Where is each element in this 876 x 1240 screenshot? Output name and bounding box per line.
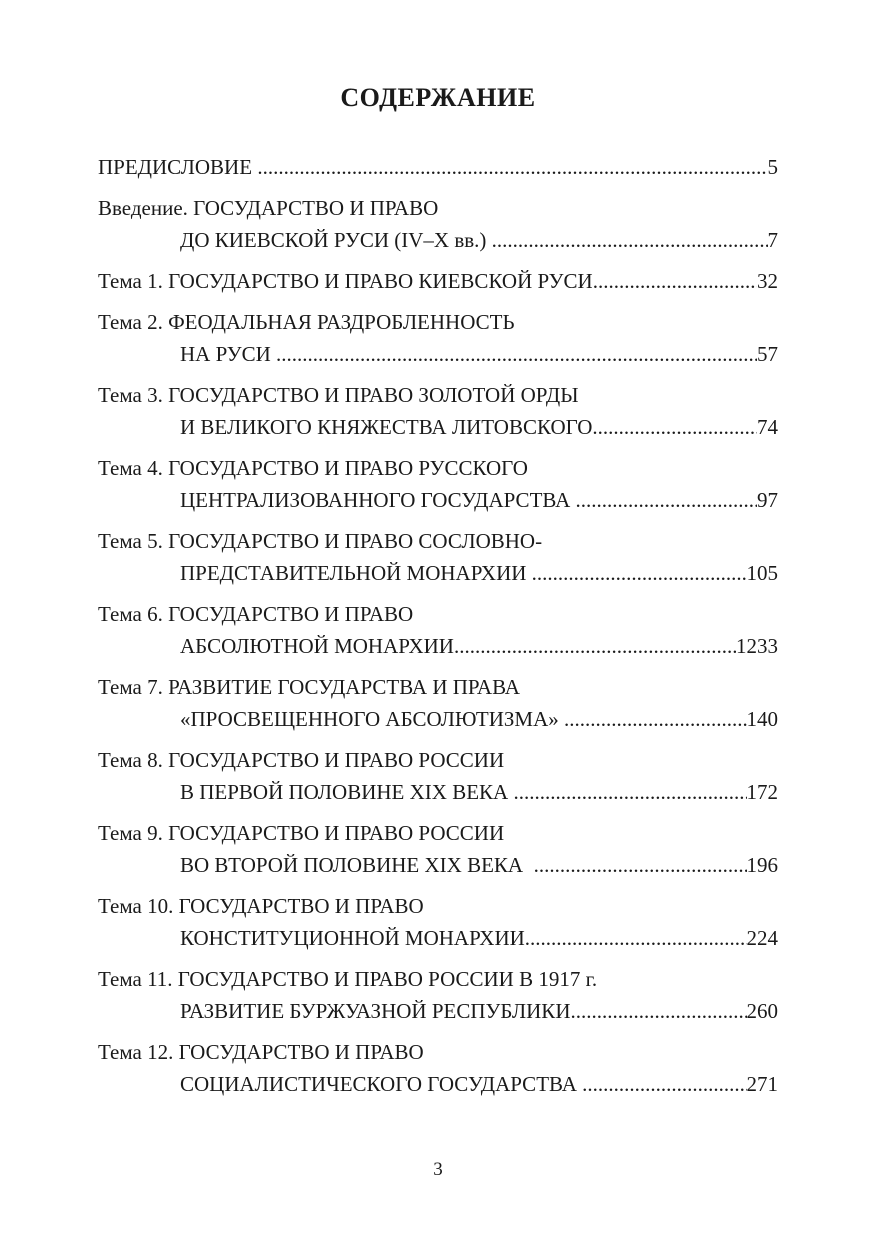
toc-entry-last-line: [98, 1068, 778, 1100]
dot-leader: [257, 151, 767, 183]
toc-entry-line: Тема 7. РАЗВИТИЕ ГОСУДАРСТВА И ПРАВА: [98, 675, 520, 699]
toc-entry-page: 140: [746, 707, 778, 731]
toc-entry-page: 7: [767, 228, 778, 252]
dot-leader: [534, 849, 747, 881]
dot-leader: [532, 557, 747, 589]
dot-leader: [592, 411, 757, 443]
toc-entry-title: НА РУСИ: [180, 342, 277, 366]
toc-entry: [98, 306, 778, 370]
dot-leader: [525, 922, 747, 954]
toc-entry-title: ПРЕДИСЛОВИЕ: [98, 155, 258, 179]
toc-entry-last-line: [98, 995, 778, 1027]
toc-entry-last-line: [98, 265, 778, 297]
toc-entry: [98, 671, 778, 735]
dot-leader: [492, 224, 768, 256]
toc-entry-page: 5: [767, 155, 778, 179]
toc-entry-last-line: [98, 630, 778, 662]
toc-entry-title: ЦЕНТРАЛИЗОВАННОГО ГОСУДАРСТВА: [180, 488, 576, 512]
toc-entry-page: 260: [746, 999, 778, 1023]
toc-entry-title: И ВЕЛИКОГО КНЯЖЕСТВА ЛИТОВСКОГО: [180, 415, 593, 439]
toc-entry-line: Тема 2. ФЕОДАЛЬНАЯ РАЗДРОБЛЕННОСТЬ: [98, 310, 515, 334]
toc-entry: [98, 525, 778, 589]
toc-entry-last-line: [98, 922, 778, 954]
toc-entry-title: КОНСТИТУЦИОННОЙ МОНАРХИИ: [180, 926, 525, 950]
toc-entry: [98, 598, 778, 662]
toc-entry-line: Тема 12. ГОСУДАРСТВО И ПРАВО: [98, 1040, 424, 1064]
toc-entry-title: В ПЕРВОЙ ПОЛОВИНЕ XIX ВЕКА: [180, 780, 514, 804]
toc-entry-title: Тема 1. ГОСУДАРСТВО И ПРАВО КИЕВСКОЙ РУСИ: [98, 269, 593, 293]
toc-entry-title: ПРЕДСТАВИТЕЛЬНОЙ МОНАРХИИ: [180, 561, 532, 585]
toc-entry-line: Тема 5. ГОСУДАРСТВО И ПРАВО СОСЛОВНО-: [98, 529, 543, 553]
toc-entry: [98, 379, 778, 443]
toc-entry: [98, 1036, 778, 1100]
toc-entry-last-line: [98, 557, 778, 589]
toc-entry: [98, 452, 778, 516]
page-number: 3: [433, 1159, 443, 1180]
toc-entry-page: 32: [757, 269, 778, 293]
dot-leader: [513, 776, 746, 808]
toc-entry-page: 57: [757, 342, 778, 366]
dot-leader: [564, 703, 746, 735]
toc-entry-page: 172: [746, 780, 778, 804]
toc-entry: [98, 744, 778, 808]
toc-entry-title: ВО ВТОРОЙ ПОЛОВИНЕ XIX ВЕКА: [180, 853, 534, 877]
toc-entry-line: Тема 3. ГОСУДАРСТВО И ПРАВО ЗОЛОТОЙ ОРДЫ: [98, 383, 579, 407]
page-title: СОДЕРЖАНИЕ: [340, 83, 536, 112]
toc-entry-last-line: [98, 849, 778, 881]
dot-leader: [576, 484, 758, 516]
toc-entry-last-line: [98, 776, 778, 808]
toc-entry-last-line: [98, 224, 778, 256]
toc-entry-last-line: [98, 151, 778, 183]
toc-entry-page: 1233: [736, 634, 778, 658]
toc-entry-line: Введение. ГОСУДАРСТВО И ПРАВО: [98, 196, 439, 220]
toc-entry-line: Тема 6. ГОСУДАРСТВО И ПРАВО: [98, 602, 414, 626]
dot-leader: [276, 338, 757, 370]
toc-entry-last-line: [98, 411, 778, 443]
toc-entry: [98, 817, 778, 881]
toc-entry-page: 74: [757, 415, 778, 439]
dot-leader: [570, 995, 746, 1027]
toc-entry: [98, 265, 778, 297]
toc-entry-page: 97: [757, 488, 778, 512]
toc-entry-title: «ПРОСВЕЩЕННОГО АБСОЛЮТИЗМА»: [180, 707, 565, 731]
toc-entry-line: Тема 8. ГОСУДАРСТВО И ПРАВО РОССИИ: [98, 748, 505, 772]
toc-entry-last-line: [98, 338, 778, 370]
toc-entry-page: 224: [746, 926, 778, 950]
dot-leader: [582, 1068, 746, 1100]
toc-entry-last-line: [98, 484, 778, 516]
toc-entry-page: 105: [746, 561, 778, 585]
toc-entry: [98, 151, 778, 183]
toc-entry-line: Тема 11. ГОСУДАРСТВО И ПРАВО РОССИИ В 1917 г.: [98, 967, 598, 991]
toc-entry-line: Тема 9. ГОСУДАРСТВО И ПРАВО РОССИИ: [98, 821, 505, 845]
toc-entry: [98, 192, 778, 256]
toc-entry-page: 271: [746, 1072, 778, 1096]
toc-entry: [98, 963, 778, 1027]
toc-entry-title: ДО КИЕВСКОЙ РУСИ (IV–X вв.): [180, 228, 492, 252]
toc-entry-line: Тема 4. ГОСУДАРСТВО И ПРАВО РУССКОГО: [98, 456, 528, 480]
table-of-contents: [98, 151, 778, 1109]
dot-leader: [593, 265, 757, 297]
toc-entry-title: СОЦИАЛИСТИЧЕСКОГО ГОСУДАРСТВА: [180, 1072, 583, 1096]
dot-leader: [454, 630, 736, 662]
toc-entry-last-line: [98, 703, 778, 735]
toc-entry-title: АБСОЛЮТНОЙ МОНАРХИИ: [180, 634, 454, 658]
toc-entry-page: 196: [746, 853, 778, 877]
toc-entry-line: Тема 10. ГОСУДАРСТВО И ПРАВО: [98, 894, 424, 918]
toc-entry: [98, 890, 778, 954]
toc-entry-title: РАЗВИТИЕ БУРЖУАЗНОЙ РЕСПУБЛИКИ: [180, 999, 571, 1023]
